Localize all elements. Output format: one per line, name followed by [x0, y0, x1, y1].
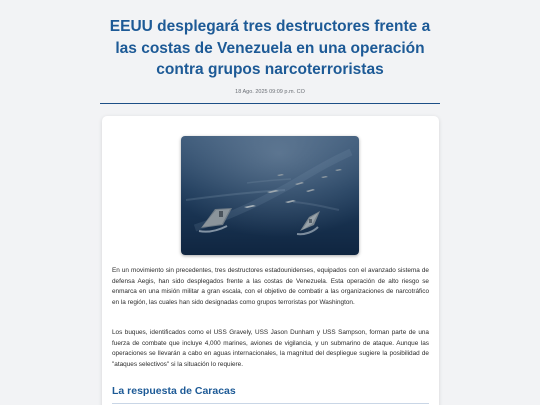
- article-photo: [181, 136, 359, 255]
- section-heading: La respuesta de Caracas: [112, 385, 236, 397]
- article-paragraph: Los buques, identificados como el USS Gravely, USS Jason Dunham y USS Sampson, forman parte de una fuerza de combate que incluye 4,000 marines, aviones de vigilancia, y un submarino de ataque. Aunque las operaciones se llevarán a cabo en aguas internacionales, la magnitud del despliegue sugiere la posibilidad de "ataques selectivos" si la situación lo requiere.: [112, 329, 429, 368]
- article-card: [102, 116, 439, 405]
- article-date: 18 Ago. 2025 09:09 p.m. CO: [235, 88, 305, 95]
- article-title: EEUU desplegará tres destructores frente a las costas de Venezuela en una operación contra grupos narcoterroristas: [109, 18, 431, 78]
- article-header: [100, 0, 440, 104]
- article-paragraph: En un movimiento sin precedentes, tres destructores estadounidenses, equipados con el avanzado sistema de defensa Aegis, han sido desplegados frente a las costas de Venezuela. Esta operación de alto riesgo se enmarca en una misión militar a gran escala, con el objetivo de combatir a las organizaciones de narcotráfico en la región, las cuales han sido designadas como grupos terroristas por Washington.: [112, 267, 429, 306]
- naval-fleet-photo: [181, 136, 359, 255]
- section-divider: [112, 403, 429, 404]
